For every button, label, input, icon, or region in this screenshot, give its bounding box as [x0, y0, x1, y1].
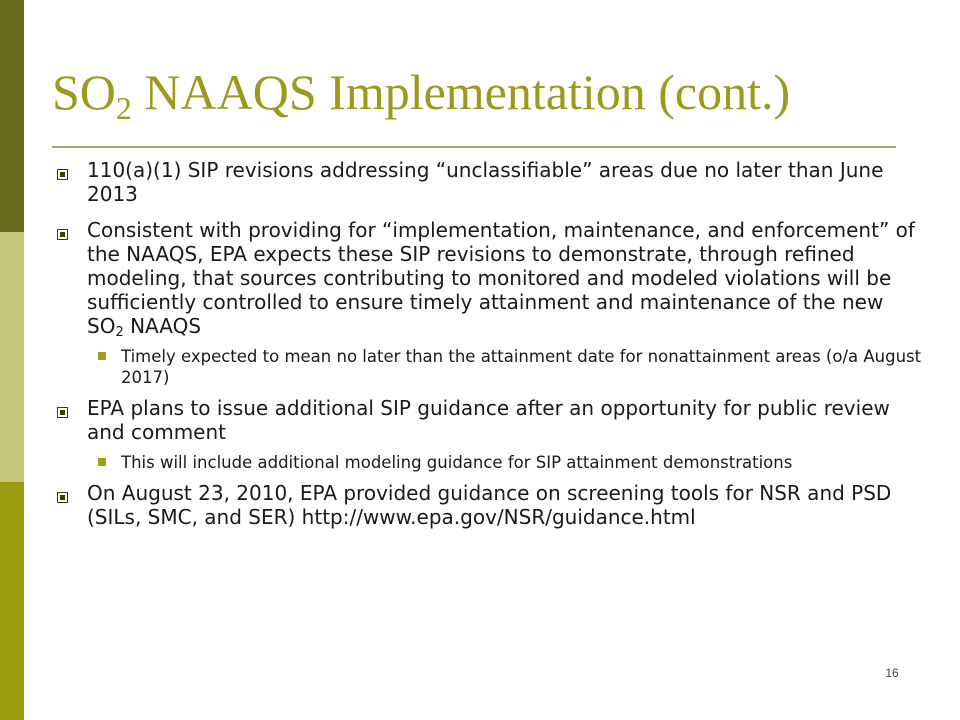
- boxed-square-bullet-icon: [57, 169, 68, 180]
- left-band-middle: [0, 232, 24, 482]
- boxed-square-bullet-icon: [57, 492, 68, 503]
- left-band-bottom: [0, 482, 24, 720]
- sub-bullet-item: [93, 346, 922, 388]
- bullet-item: [52, 218, 922, 338]
- bullet-text: EPA plans to issue additional SIP guidance after an opportunity for public review and comment: [87, 396, 890, 444]
- left-band-top: [0, 0, 24, 232]
- bullet-text: On August 23, 2010, EPA provided guidance on screening tools for NSR and PSD (SILs, SMC, and SER) http://www.epa.gov/NSR/guidance.html: [87, 481, 892, 529]
- sub-bullet-text: Timely expected to mean no later than the attainment date for nonattainment areas (o/a August 2017): [121, 347, 922, 387]
- title-prefix: SO: [52, 64, 116, 120]
- filled-square-bullet-icon: [98, 352, 106, 360]
- slide-body: [52, 158, 922, 541]
- bullet-item: [52, 481, 922, 529]
- bullet-text: Consistent with providing for “implementation, maintenance, and enforcement” of the NAAQS, EPA expects these SIP revisions to demonstrate, through refined modeling, that sources contributing to monitored and modeled violations will be sufficiently controlled to ensure timely attainment and maintenance of the new SO: [87, 218, 915, 338]
- filled-square-bullet-icon: [98, 458, 106, 466]
- boxed-square-bullet-icon: [57, 407, 68, 418]
- boxed-square-bullet-icon: [57, 229, 68, 240]
- title-divider: [52, 146, 896, 148]
- bullet-subscript: 2: [115, 325, 124, 340]
- bullet-text-end: NAAQS: [123, 314, 202, 338]
- slide-title: [52, 62, 791, 126]
- bullet-item: [52, 158, 922, 206]
- page-number: 16: [885, 666, 899, 680]
- title-subscript: 2: [115, 90, 132, 126]
- bullet-item: [52, 396, 922, 444]
- bullet-text: 110(a)(1) SIP revisions addressing “unclassifiable” areas due no later than June 2013: [87, 158, 884, 206]
- sub-bullet-text: This will include additional modeling guidance for SIP attainment demonstrations: [121, 453, 793, 472]
- sub-bullet-item: [93, 452, 922, 473]
- title-suffix: NAAQS Implementation (cont.): [131, 64, 791, 120]
